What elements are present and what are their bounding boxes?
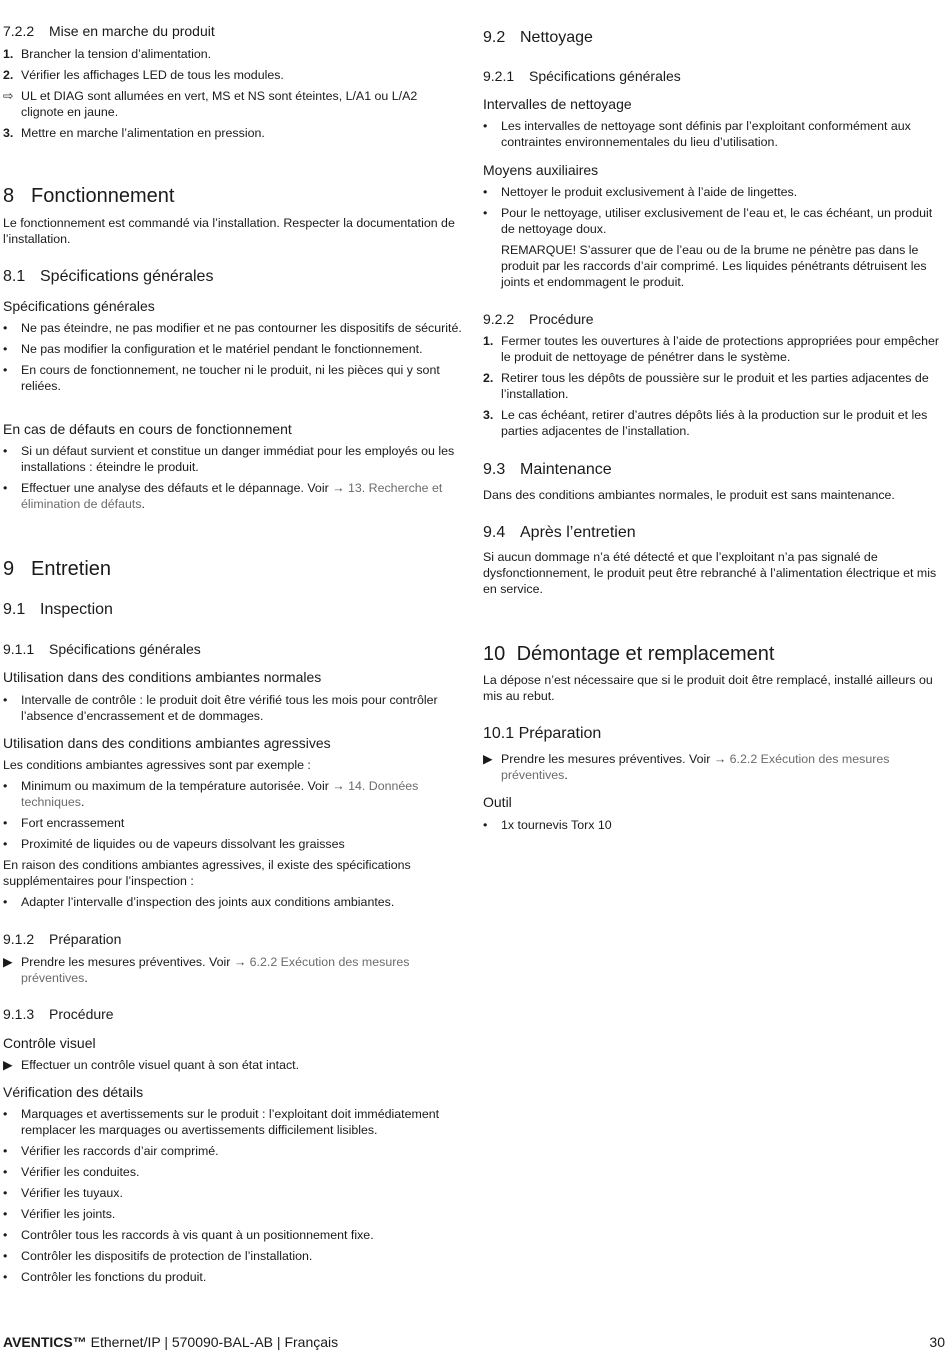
xref-arrow-icon: →	[233, 955, 247, 969]
list-item: • Fort encrassement	[3, 816, 125, 830]
list-item: • Vérifier les joints.	[3, 1207, 116, 1221]
cleaning-interval-list	[483, 118, 945, 150]
list-item: • Contrôler tous les raccords à vis quant à un positionnement fixe.	[3, 1228, 374, 1242]
after-maintenance-text: Si aucun dommage n’a été détecté et que l’exploitant n’a pas signalé de dysfonctionnement, le produit peut être rebranché à l’alimentation électrique et mis en service.	[483, 550, 937, 596]
aggressive-list	[3, 778, 463, 852]
heading-8: 8 Fonctionnement	[3, 185, 175, 207]
section-8-text: Le fonctionnement est commandé via l’installation. Respecter la documentation de l’installation.	[3, 216, 455, 246]
heading-9-2-1: 9.2.1 Spécifications générales	[483, 68, 681, 84]
heading-9-2-2: 9.2.2 Procédure	[483, 311, 594, 327]
note: REMARQUE! S’assurer que de l’eau ou de la brume ne pénètre pas dans le produit par les raccords d’air comprimé. Les liquides pénétrants détruisent les joints et endommagent le produit.	[501, 243, 927, 289]
result-item: ⇨ UL et DIAG sont allumées en vert, MS et NS sont éteintes, L/A1 ou L/A2 clignote en jaune.	[3, 89, 418, 119]
heading-9-1: 9.1 Inspection	[3, 601, 113, 618]
maintenance-text: Dans des conditions ambiantes normales, le produit est sans maintenance.	[483, 488, 895, 502]
aux-means-list	[483, 184, 945, 290]
subheading: Vérification des détails	[3, 1084, 144, 1100]
subheading: Contrôle visuel	[3, 1035, 96, 1051]
cleaning-steps	[483, 333, 945, 439]
list-item: • Contrôler les fonctions du produit.	[3, 1270, 207, 1284]
page-number: 30	[929, 1334, 945, 1350]
list-item: 3. Mettre en marche l’alimentation en pression.	[3, 126, 265, 140]
action-triangle-icon: ▶	[483, 752, 493, 766]
list-item: • Ne pas modifier la configuration et le matériel pendant le fonctionnement.	[3, 342, 423, 356]
document-id: Ethernet/IP | 570090-BAL-AB | Français	[86, 1334, 339, 1350]
xref-link[interactable]: 14. Données techniques	[21, 779, 419, 809]
subheading: Utilisation dans des conditions ambiantes normales	[3, 669, 322, 685]
list-item: • Vérifier les raccords d’air comprimé.	[3, 1144, 219, 1158]
action-triangle-icon: ▶	[3, 1058, 13, 1072]
list-item: 1. Brancher la tension d’alimentation.	[3, 47, 212, 61]
list-item: • Proximité de liquides ou de vapeurs dissolvant les graisses	[3, 837, 345, 851]
startup-steps	[3, 46, 463, 141]
list-item: • En cours de fonctionnement, ne toucher ni le produit, ni les pièces qui y sont reliées.	[3, 363, 440, 393]
xref-arrow-icon: →	[332, 779, 345, 793]
result-arrow-icon: ⇨	[3, 89, 14, 103]
list-item: • Minimum ou maximum de la température autorisée. Voir → 14. Données techniques.	[3, 779, 419, 809]
list-item: 2. Vérifier les affichages LED de tous les modules.	[3, 68, 284, 82]
list-item: • Ne pas éteindre, ne pas modifier et ne pas contourner les dispositifs de sécurité.	[3, 321, 462, 335]
xref-arrow-icon: →	[713, 752, 727, 766]
list-item: • Contrôler les dispositifs de protection de l’installation.	[3, 1249, 313, 1263]
action-triangle-icon: ▶	[3, 955, 13, 969]
tool-list	[483, 817, 945, 833]
heading-10-1: 10.1 Préparation	[483, 725, 602, 742]
section-10-text: La dépose n’est nécessaire que si le produit doit être remplacé, installé ailleurs ou mis au rebut.	[483, 673, 933, 703]
aggressive-intro: Les conditions ambiantes agressives sont par exemple :	[3, 758, 311, 772]
action-item: ▶ Prendre les mesures préventives. Voir → 6.2.2 Exécution des mesures préventives.	[483, 752, 890, 782]
list-item: • Intervalle de contrôle : le produit doit être vérifié tous les mois pour contrôler l’absence d’encrassement et de dommages.	[3, 693, 438, 723]
xref-link[interactable]: 13. Recherche et élimination de défauts	[21, 481, 443, 511]
subheading: Outil	[483, 794, 512, 810]
heading-7-2-2: 7.2.2 Mise en marche du produit	[3, 23, 215, 39]
heading-9-1-2: 9.1.2 Préparation	[3, 931, 122, 947]
list-item: • 1x tournevis Torx 10	[483, 818, 612, 832]
heading-9: 9 Entretien	[3, 558, 112, 580]
action-item: ▶ Effectuer un contrôle visuel quant à son état intact.	[3, 1058, 300, 1072]
heading-9-2: 9.2 Nettoyage	[483, 29, 593, 46]
list-item: • Si un défaut survient et constitue un danger immédiat pour les employés ou les installations : éteindre le produit.	[3, 444, 455, 474]
subheading: Spécifications générales	[3, 298, 155, 314]
list-item: • Effectuer une analyse des défauts et le dépannage. Voir → 13. Recherche et élimination de défauts.	[3, 481, 443, 511]
note-label: REMARQUE!	[501, 243, 577, 257]
page-footer	[3, 1333, 945, 1351]
subheading: En cas de défauts en cours de fonctionnement	[3, 421, 292, 437]
list-item: • Nettoyer le produit exclusivement à l’aide de lingettes.	[483, 185, 798, 199]
list-item: • Marquages et avertissements sur le produit : l’exploitant doit immédiatement remplacer les marquages ou avertissements difficilement lisibles.	[3, 1107, 440, 1137]
action-item: ▶ Prendre les mesures préventives. Voir → 6.2.2 Exécution des mesures préventives.	[3, 955, 410, 985]
brand-name: AVENTICS™	[3, 1334, 87, 1350]
list-item: 1. Fermer toutes les ouvertures à l’aide de protections appropriées pour empêcher le produit de nettoyage de pénétrer dans le système.	[483, 334, 940, 364]
heading-10: 10 Démontage et remplacement	[483, 643, 775, 665]
inspection-list	[3, 894, 463, 910]
heading-8-1: 8.1 Spécifications générales	[3, 268, 214, 285]
xref-arrow-icon: →	[332, 481, 345, 495]
subheading: Moyens auxiliaires	[483, 162, 599, 178]
safety-list	[3, 320, 463, 394]
heading-9-1-3: 9.1.3 Procédure	[3, 1006, 114, 1022]
list-item: 2. Retirer tous les dépôts de poussière sur le produit et les parties adjacentes de l’installation.	[483, 371, 929, 401]
heading-9-3: 9.3 Maintenance	[483, 461, 612, 478]
xref-link[interactable]: 6.2.2 Exécution des mesures préventives	[21, 955, 410, 985]
details-list	[3, 1106, 463, 1285]
list-item: • Vérifier les conduites.	[3, 1165, 140, 1179]
aggressive-text: En raison des conditions ambiantes agressives, il existe des spécifications supplémentaires pour l’inspection :	[3, 858, 411, 888]
list-item: • Adapter l’intervalle d’inspection des joints aux conditions ambiantes.	[3, 895, 395, 909]
subheading: Utilisation dans des conditions ambiantes agressives	[3, 735, 331, 751]
normal-conditions-list	[3, 692, 463, 724]
fault-list	[3, 443, 463, 512]
list-item: • Vérifier les tuyaux.	[3, 1186, 123, 1200]
subheading: Intervalles de nettoyage	[483, 96, 632, 112]
xref-link[interactable]: 6.2.2 Exécution des mesures préventives	[501, 752, 890, 782]
list-item: • Les intervalles de nettoyage sont définis par l’exploitant conformément aux contraintes environnementales du lieu d’utilisation.	[483, 119, 911, 149]
heading-9-4: 9.4 Après l’entretien	[483, 524, 636, 541]
heading-9-1-1: 9.1.1 Spécifications générales	[3, 641, 201, 657]
list-item: • Pour le nettoyage, utiliser exclusivement de l’eau et, le cas échéant, un produit de nettoyage doux.	[483, 206, 933, 236]
list-item: 3. Le cas échéant, retirer d’autres dépôts liés à la production sur le produit et les parties adjacentes de l’installation.	[483, 408, 928, 438]
